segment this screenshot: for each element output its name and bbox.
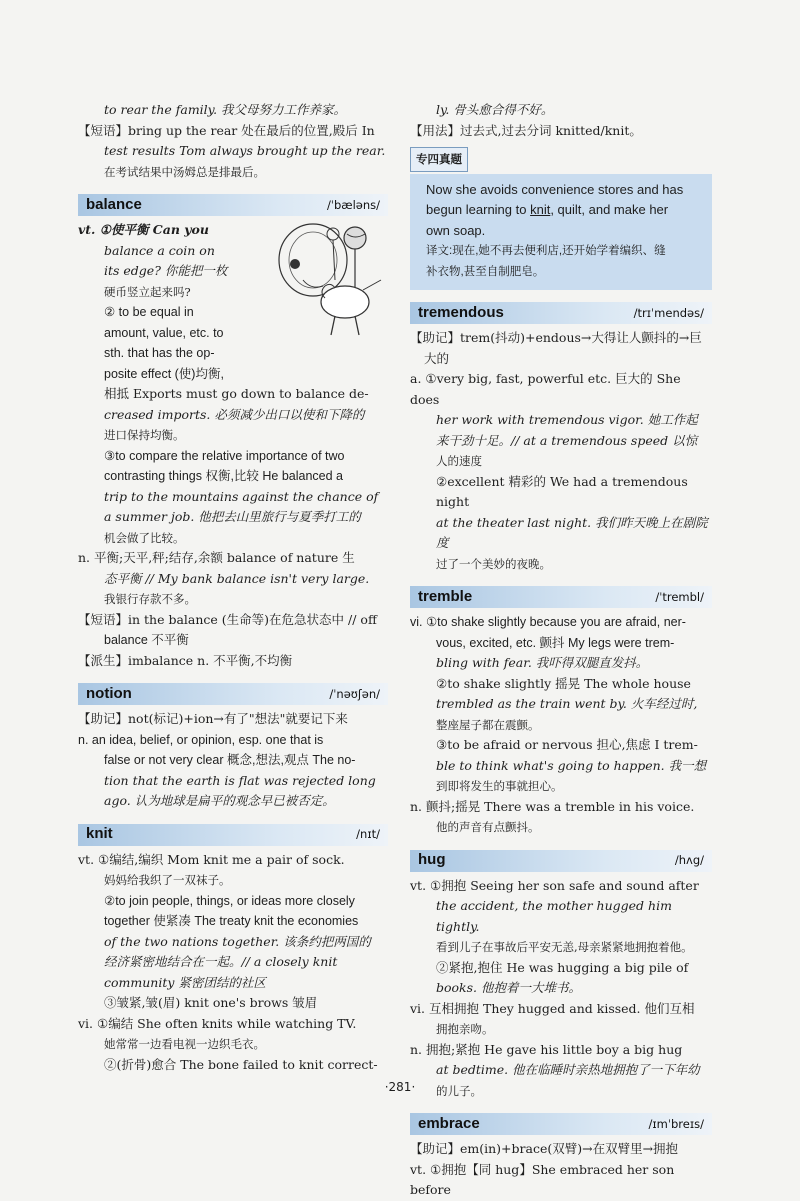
example-text: 态平衡 // My bank balance isn't very large. — [104, 570, 370, 586]
entry-knit — [78, 850, 388, 1076]
usage-line: 【用法】过去式,过去分词 knitted/knit。 — [410, 122, 642, 138]
headword-hug: hug — [418, 851, 446, 869]
headword-bar-tremble — [410, 586, 712, 608]
example-text: ble to think what's going to happen. 我一想 — [436, 757, 707, 773]
phrase-line: balance 不平衡 — [104, 633, 189, 647]
definition-text: ②to join people, things, or ideas more closely — [104, 893, 355, 908]
exam-sentence: Now she avoids convenience stores and has — [426, 181, 684, 197]
entry-tremble — [410, 612, 712, 838]
exam-translation: 译文:现在,她不再去便利店,还开始学着编织、缝 — [426, 245, 666, 257]
translation-text: 到即将发生的事就担心。 — [436, 779, 563, 793]
translation-text: 人的速度 — [436, 454, 482, 468]
phonetic-knit: /nɪt/ — [356, 827, 380, 842]
headword-knit: knit — [86, 825, 113, 843]
derivative-line: 【派生】imbalance n. 不平衡,不均衡 — [78, 652, 293, 668]
definition-text: posite effect (使)均衡, — [104, 366, 224, 381]
exam-label: 专四真题 — [410, 147, 468, 172]
example-text: of the two nations together. 该条约把两国的 — [104, 933, 371, 949]
mnemonic-line: 大的 — [424, 350, 450, 366]
right-column — [410, 100, 712, 1201]
example-text: trembled as the train went by. 火车经过时, — [436, 696, 698, 711]
definition-text: ②excellent 精彩的 We had a tremendous night — [436, 473, 688, 509]
example-text: 来干劲十足。// at a tremendous speed 以惊 — [436, 432, 698, 448]
definition-text: ③皱紧,皱(眉) knit one's brows 皱眉 — [104, 995, 318, 1010]
definition-text: ②(折骨)愈合 The bone failed to knit correct- — [104, 1056, 378, 1072]
exam-sentence: own soap. — [426, 222, 486, 238]
balance-illustration — [273, 220, 388, 340]
entry-tremendous — [410, 328, 712, 574]
headword-tremble: tremble — [418, 587, 473, 605]
headword-bar-notion — [78, 683, 388, 705]
exam-text: begun learning to — [426, 202, 531, 217]
headword-bar-balance — [78, 194, 388, 216]
headword-tremendous: tremendous — [418, 303, 504, 321]
definition-text: vi. 互相拥抱 They hugged and kissed. 他们互相 — [410, 1000, 695, 1016]
entry-embrace — [410, 1139, 712, 1201]
translation-text: 妈妈给我织了一双袜子。 — [104, 873, 231, 887]
page-number: ·281· — [384, 1080, 416, 1094]
translation-text: 过了一个美妙的夜晚。 — [436, 556, 551, 571]
definition-text: ②to shake slightly 摇晃 The whole house — [436, 675, 691, 691]
translation-text: 他的声音有点颤抖。 — [436, 820, 540, 834]
definition-text: n. 拥抱;紧抱 He gave his little boy a big hug — [410, 1041, 683, 1057]
example-text: her work with tremendous vigor. 她工作起 — [436, 412, 698, 427]
example-text: tion that the earth is flat was rejected long — [104, 772, 376, 788]
phonetic-hug: /hʌg/ — [674, 853, 704, 868]
example-text: at the theater last night. 我们昨天晚上在剧院度 — [436, 514, 708, 550]
definition-text: ③to compare the relative importance of two — [104, 448, 345, 463]
phrase-line: 【短语】in the balance (生命等)在危急状态中 // off — [78, 611, 377, 627]
headword-bar-knit — [78, 824, 388, 846]
phonetic-tremble: /ˈtrembl/ — [655, 589, 704, 604]
translation-text: 她常常一边看电视一边织毛衣。 — [104, 1037, 265, 1051]
example-text: at bedtime. 他在临睡时亲热地拥抱了一下年幼 — [436, 1062, 700, 1077]
translation-text: 进口保持均衡。 — [104, 428, 185, 442]
mnemonic-line: 【助记】trem(抖动)+endous→大得让人颤抖的→巨 — [410, 330, 702, 345]
phonetic-embrace: /ɪmˈbreɪs/ — [648, 1116, 704, 1131]
definition-text: 相抵 Exports must go down to balance de- — [104, 386, 369, 401]
definition-text: sth. that has the op- — [104, 346, 215, 360]
headword-notion: notion — [86, 684, 132, 702]
example-text: test results Tom always brought up the rear. — [104, 143, 386, 158]
phonetic-tremendous: /trɪˈmendəs/ — [633, 305, 704, 320]
definition-text: ③to be afraid or nervous 担心,焦虑 I trem- — [436, 737, 698, 752]
definition-text: amount, value, etc. to — [104, 325, 224, 340]
exam-translation: 补衣物,甚至自制肥皂。 — [426, 265, 545, 278]
phonetic-balance: /ˈbæləns/ — [326, 197, 380, 212]
definition-text: vt. ①拥抱【同 hug】She embraced her son before — [410, 1161, 675, 1197]
example-text: bling with fear. 我吓得双腿直发抖。 — [436, 655, 649, 670]
translation-text: 在考试结果中汤姆总是排最后。 — [104, 164, 265, 179]
definition-text: a. ①very big, fast, powerful etc. 巨大的 She does — [410, 371, 681, 407]
example-text: balance a coin on — [104, 242, 215, 258]
definition-text: vt. ①编结,编织 Mom knit me a pair of sock. — [78, 851, 345, 867]
definition-text: vi. ①to shake slightly because you are afraid, ner- — [410, 615, 686, 629]
translation-text: 机会做了比较。 — [104, 530, 185, 545]
example-text: creased imports. 必须减少出口以使和下降的 — [104, 406, 365, 422]
definition-text: n. an idea, belief, or opinion, esp. one that is — [78, 732, 324, 747]
exam-box — [410, 174, 712, 291]
mnemonic-line: 【助记】em(in)+brace(双臂)→在双臂里→拥抱 — [410, 1141, 679, 1156]
entry-balance — [78, 220, 388, 671]
example-text: books. 他抱着一大堆书。 — [436, 980, 581, 995]
translation-text: 拥抱亲吻。 — [436, 1022, 494, 1036]
left-column — [78, 100, 388, 1075]
definition-text: together 使紧凑 The treaty knit the economies — [104, 914, 359, 928]
exam-text: , quilt, and make her — [550, 202, 669, 217]
entry-hug — [410, 876, 712, 1102]
headword-balance: balance — [86, 195, 142, 213]
headword-bar-hug — [410, 850, 712, 872]
example-text: 经济紧密地结合在一起。// a closely knit — [104, 954, 338, 969]
example-text: the accident, the mother hugged him tightly. — [436, 898, 672, 934]
definition-text: ②紧抱,抱住 He was hugging a big pile of — [436, 959, 689, 975]
definition-text: false or not very clear 概念,想法,观点 The no- — [104, 753, 356, 767]
exam-underlined-word: knit — [530, 202, 551, 217]
definition-text: n. 平衡;天平,秤;结存,余额 balance of nature 生 — [78, 550, 355, 565]
example-text: its edge? 你能把一枚 — [104, 263, 228, 278]
example-text: ago. 认为地球是扁平的观念早已被否定。 — [104, 793, 335, 808]
definition-text: ② to be equal in — [104, 305, 194, 319]
definition-text: vt. ①拥抱 Seeing her son safe and sound after — [410, 877, 699, 893]
example-text: to rear the family. 我父母努力工作养家。 — [104, 102, 347, 117]
translation-text: 我银行存款不多。 — [104, 592, 196, 606]
example-text: community 紧密团结的社区 — [104, 974, 266, 990]
definition-text: vi. ①编结 She often knits while watching TV. — [78, 1015, 357, 1031]
definition-text: contrasting things 权衡,比较 He balanced a — [104, 469, 344, 483]
translation-text: 的儿子。 — [436, 1083, 482, 1098]
phonetic-notion: /ˈnəʊʃən/ — [329, 686, 380, 701]
entry-notion — [78, 709, 388, 812]
headword-bar-tremendous — [410, 302, 712, 324]
pos-label: vt. ①使平衡 Can you — [78, 222, 209, 237]
translation-text: 硬币竖立起来吗? — [104, 284, 191, 299]
phrase-line: 【短语】bring up the rear 处在最后的位置,殿后 In — [78, 122, 375, 138]
example-text: a summer job. 他把去山里旅行与夏季打工的 — [104, 509, 361, 524]
definition-text: n. 颤抖;摇晃 There was a tremble in his voice. — [410, 798, 695, 814]
translation-text: 看到儿子在事故后平安无恙,母亲紧紧地拥抱着他。 — [436, 940, 693, 954]
example-text: ly. 骨头愈合得不好。 — [436, 102, 554, 117]
translation-text: 整座屋子都在震颤。 — [436, 717, 540, 732]
definition-text: vous, excited, etc. 颤抖 My legs were trem- — [436, 635, 675, 650]
example-text: trip to the mountains against the chance of — [104, 488, 379, 504]
mnemonic-line: 【助记】not(标记)+ion→有了"想法"就要记下来 — [78, 711, 348, 726]
headword-embrace: embrace — [418, 1114, 480, 1132]
exam-sentence — [426, 200, 702, 221]
